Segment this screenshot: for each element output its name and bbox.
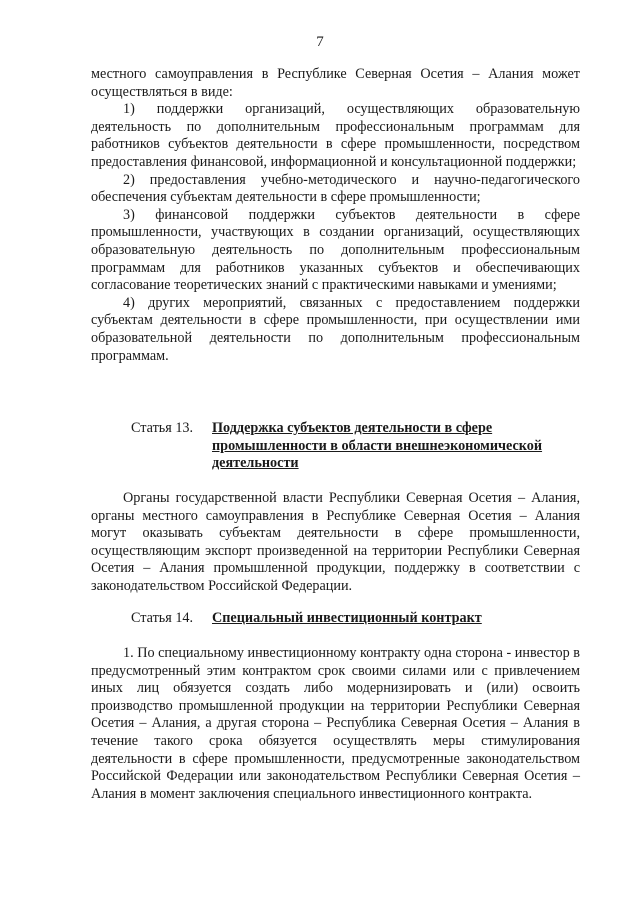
- intro-item-2: 2) предоставления учебно-методического и научно-педагогического обеспечения субъектам деятельности в сфере промышленности;: [91, 171, 580, 206]
- page-number: 7: [316, 34, 324, 50]
- article-14-title: Специальный инвестиционный контракт: [212, 610, 482, 626]
- intro-lead: местного самоуправления в Республике Северная Осетия – Алания может осуществляться в виде:: [91, 66, 580, 100]
- article-13-title: Поддержка субъектов деятельности в сфере промышленности в области внешнеэкономической деятельности: [212, 420, 543, 472]
- article-14-heading: [91, 610, 580, 628]
- article-14-text: 1. По специальному инвестиционному контракту одна сторона - инвестор в предусмотренный этим контрактом срок своими силами или с привлечением иных лиц обязуется создать либо модернизировать и (или) освоить производство промышленной продукции на территории Республики Северная Осетия – Алания, а другая сторона – Республика Северная Осетия – Алания в течение такого срока обязуется осуществлять меры стимулирования деятельности в сфере промышленности, предусмотренные законодательством Российской Федерации или законодательством Республики Северная Осетия – Алания в момент заключения специального инвестиционного контракта.: [91, 645, 580, 802]
- article-13-text: Органы государственной власти Республики Северная Осетия – Алания, органы местного самоуправления в Республике Северная Осетия – Алания могут оказывать субъектам деятельности в сфере промышленности, осуществляющим экспорт произведенной на территории Республики Северная Осетия – Алания промышленной продукции, поддержку в соответствии с законодательством Российской Федерации.: [91, 490, 580, 594]
- article-13-body: [91, 490, 580, 596]
- intro-item-3: 3) финансовой поддержки субъектов деятельности в сфере промышленности, участвующих в создании организаций, осуществляющих образовательную деятельность по дополнительным профессиональным программам для работников указанных субъектов и обеспечивающих согласование теоретических знаний с практическими навыками и умениями;: [91, 206, 580, 294]
- article-14-number: Статья 14.: [131, 610, 194, 626]
- intro-item-1: 1) поддержки организаций, осуществляющих образовательную деятельность по дополнительным профессиональным программам для работников субъектов деятельности в сфере промышленности, посредством предоставления финансовой, информационной и консультационной поддержки;: [91, 101, 580, 170]
- article-14-body: [91, 645, 580, 803]
- article-13-heading: [91, 420, 580, 473]
- intro-item-4: 4) других мероприятий, связанных с предоставлением поддержки субъектам деятельности в сфере промышленности, при осуществлении ими образовательной деятельности по дополнительным профессиональным программам.: [91, 294, 580, 364]
- intro-section: [91, 66, 580, 365]
- article-13-number: Статья 13.: [131, 420, 194, 436]
